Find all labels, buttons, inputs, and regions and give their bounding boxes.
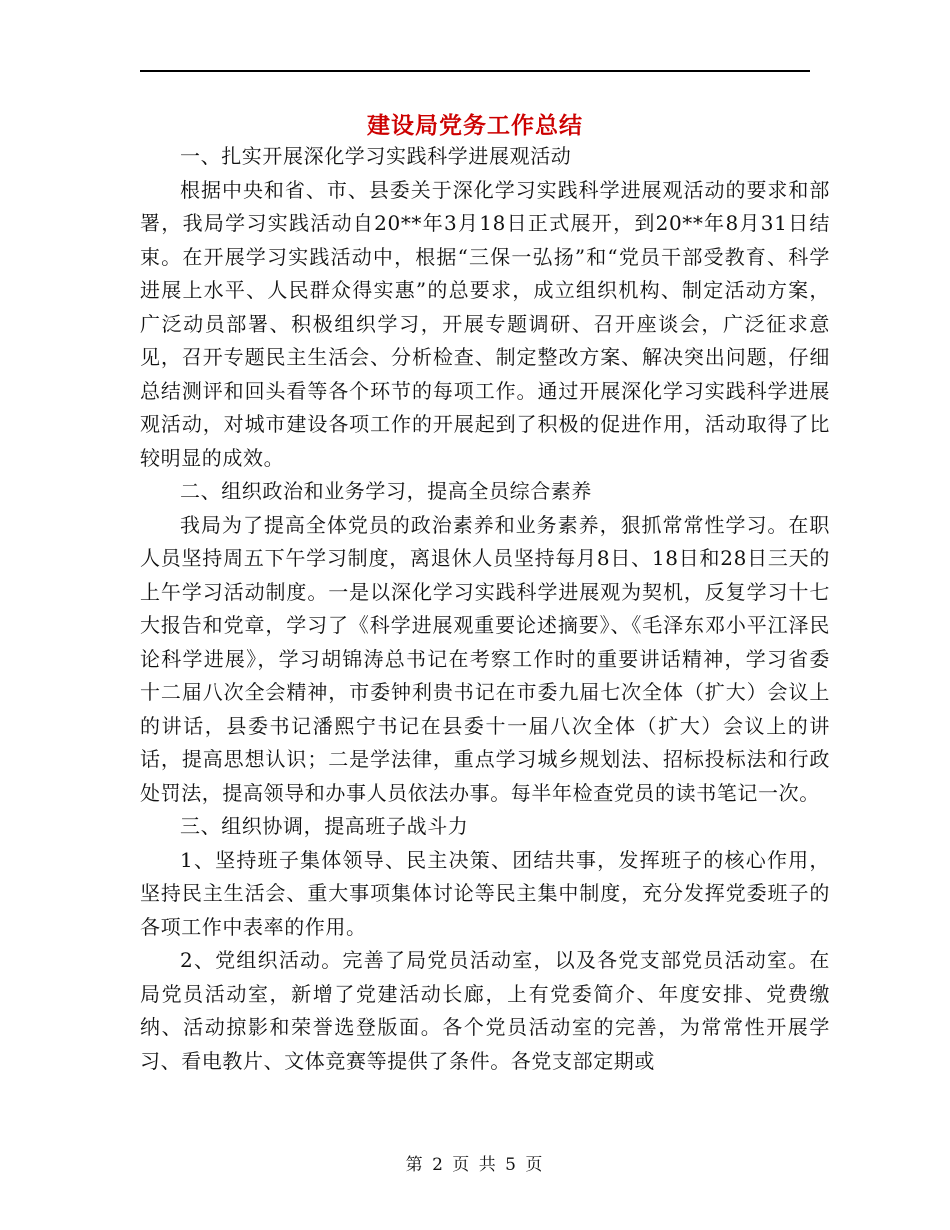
page-number: 第 2 页 共 5 页 (405, 1155, 545, 1175)
paragraph-3: 1、坚持班子集体领导、民主决策、团结共事，发挥班子的核心作用，坚持民主生活会、重大事项集体讨论等民主集中制度，充分发挥党委班子的各项工作中表率的作用。 (140, 847, 830, 939)
section-heading-1: 一、扎实开展深化学习实践科学进展观活动 (180, 144, 572, 168)
paragraph-2: 我局为了提高全体党员的政治素养和业务素养，狠抓常常性学习。在职人员坚持周五下午学习制度，离退休人员坚持每月8日、18日和28日三天的上午学习活动制度。一是以深化学习实践科学进展观为契机，反复学习十七大报告和党章，学习了《科学进展观重要论述摘要》、《毛泽东邓小平江泽民论科学进展》，学习胡锦涛总书记在考察工作时的重要讲话精神，学习省委十二届八次全会精神，市委钟利贵书记在市委九届七次全体（扩大）会议上的讲话，县委书记潘熙宁书记在县委十一届八次全体（扩大）会议上的讲话，提高思想认识；二是学法律，重点学习城乡规划法、招标投标法和行政处罚法，提高领导和办事人员依法办事。每半年检查党员的读书笔记一次。 (140, 512, 830, 805)
paragraph-4: 2、党组织活动。完善了局党员活动室，以及各党支部党员活动室。在局党员活动室，新增了党建活动长廊，上有党委简介、年度安排、党费缴纳、活动掠影和荣誉选登版面。各个党员活动室的完善，为常常性开展学习、看电教片、文体竞赛等提供了条件。各党支部定期或 (140, 948, 830, 1073)
paragraph-1: 根据中央和省、市、县委关于深化学习实践科学进展观活动的要求和部署，我局学习实践活动自20**年3月18日正式展开，到20**年8月31日结束。在开展学习实践活动中，根据“三保一弘扬”和“党员干部受教育、科学进展上水平、人民群众得实惠”的总要求，成立组织机构、制定活动方案，广泛动员部署、积极组织学习，开展专题调研、召开座谈会，广泛征求意见，召开专题民主生活会、分析检查、制定整改方案、解决突出问题，仔细总结测评和回头看等各个环节的每项工作。通过开展深化学习实践科学进展观活动，对城市建设各项工作的开展起到了积极的促进作用，活动取得了比较明显的成效。 (140, 177, 830, 470)
document-body (140, 140, 830, 1078)
section-heading-3: 三、组织协调，提高班子战斗力 (180, 814, 469, 838)
header-rule (140, 70, 810, 72)
section-heading-2: 二、组织政治和业务学习，提高全员综合素养 (180, 479, 592, 503)
document-title: 建设局党务工作总结 (367, 112, 583, 139)
